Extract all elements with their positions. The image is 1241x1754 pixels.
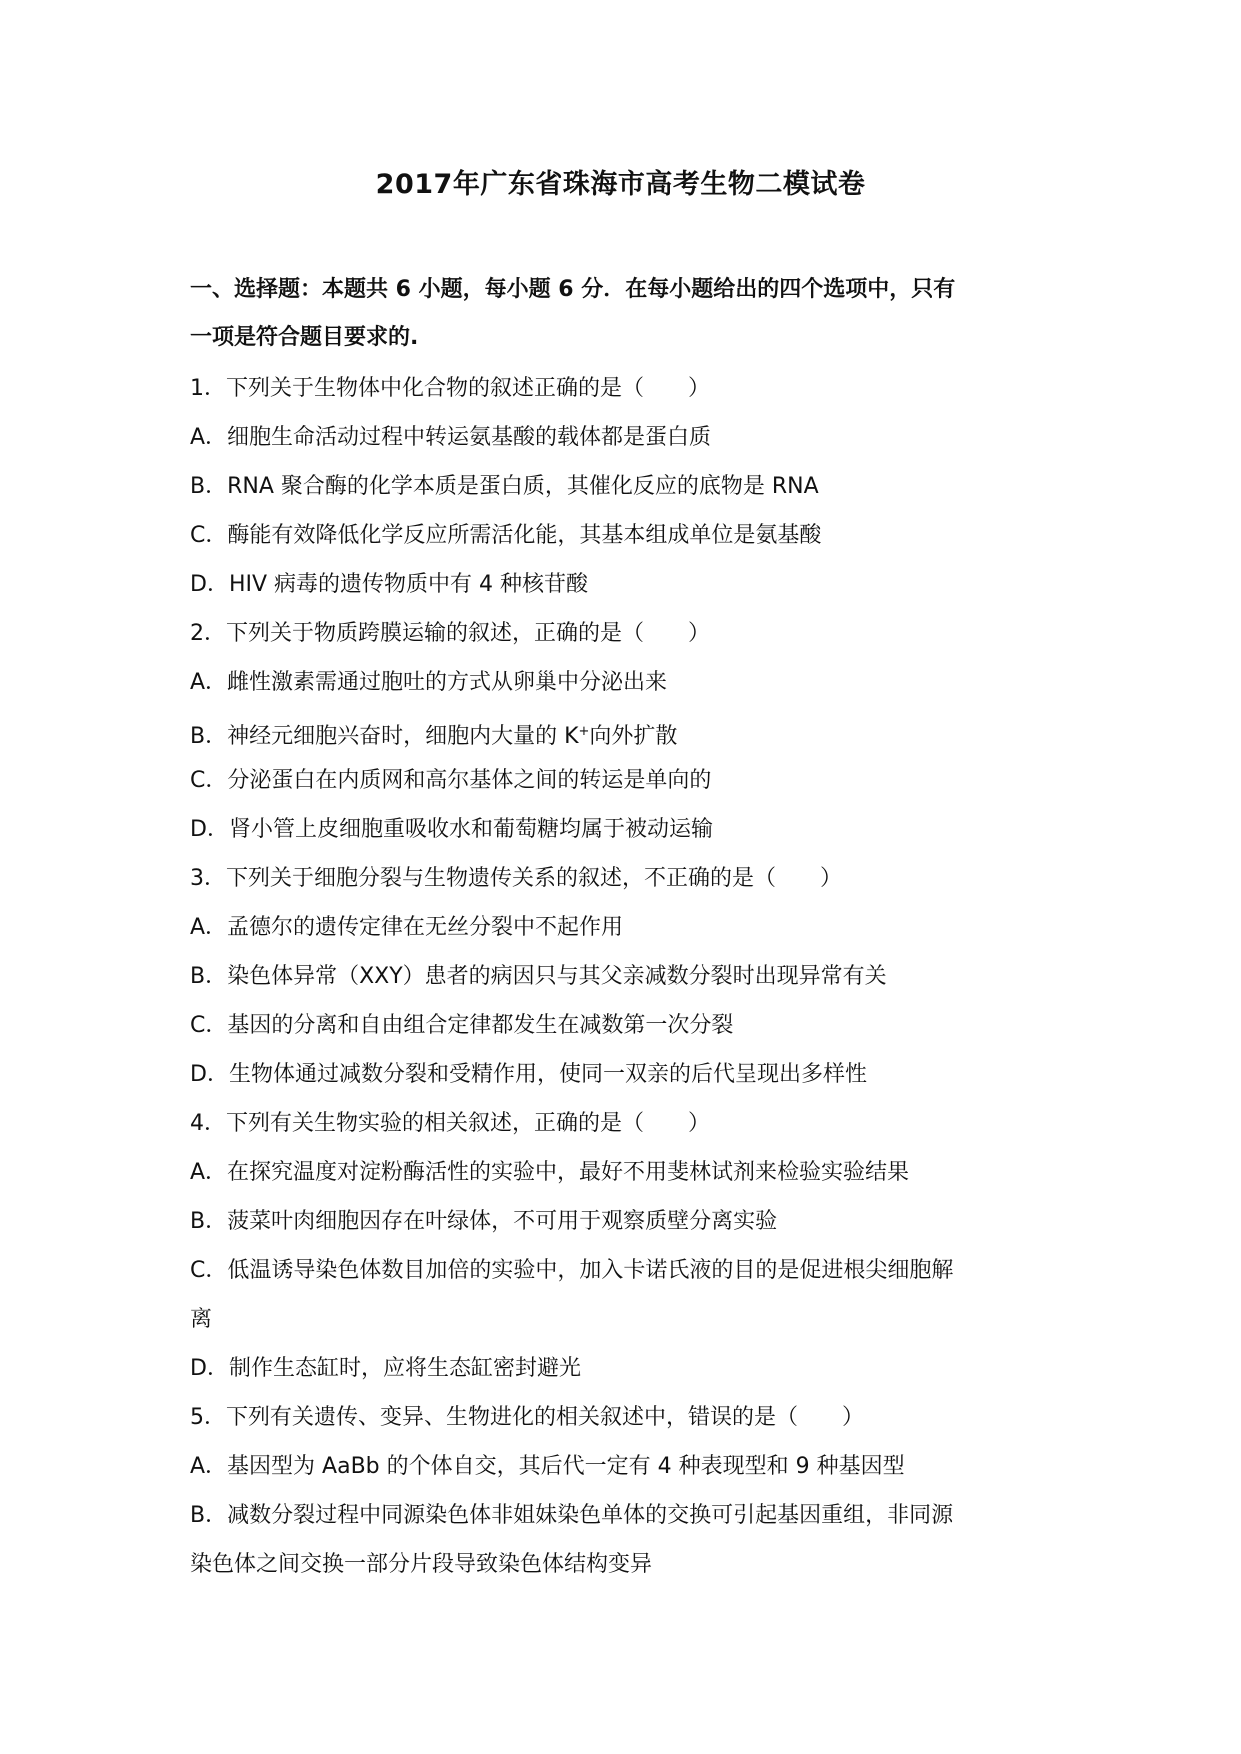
superscript-plus: + bbox=[578, 724, 590, 739]
page-title: 2017年广东省珠海市高考生物二模试卷 bbox=[375, 169, 866, 200]
question-3-option-a: A．孟德尔的遗传定律在无丝分裂中不起作用 bbox=[190, 915, 624, 940]
question-3-option-c: C．基因的分离和自由组合定律都发生在减数第一次分裂 bbox=[190, 1013, 734, 1038]
question-5-option-b: B．减数分裂过程中同源染色体非姐妹染色单体的交换可引起基因重组，非同源 bbox=[190, 1503, 954, 1528]
question-list bbox=[190, 364, 1070, 1589]
question-4-option-c-continued: 离 bbox=[190, 1307, 213, 1332]
question-4-option-b: B．菠菜叶肉细胞因存在叶绿体，不可用于观察质壁分离实验 bbox=[190, 1209, 778, 1234]
question-2-option-b bbox=[190, 707, 1070, 756]
section-heading-line-1: 一、选择题：本题共 6 小题，每小题 6 分．在每小题给出的四个选项中，只有 bbox=[190, 277, 956, 302]
question-3-option-b: B．染色体异常（XXY）患者的病因只与其父亲减数分裂时出现异常有关 bbox=[190, 964, 887, 989]
question-4-option-d: D．制作生态缸时，应将生态缸密封避光 bbox=[190, 1356, 581, 1381]
question-4-option-c: C．低温诱导染色体数目加倍的实验中，加入卡诺氏液的目的是促进根尖细胞解 bbox=[190, 1258, 954, 1283]
question-5-option-b-continued: 染色体之间交换一部分片段导致染色体结构变异 bbox=[190, 1552, 653, 1577]
question-1-stem: 1．下列关于生物体中化合物的叙述正确的是（ ） bbox=[190, 376, 710, 401]
question-1-option-a: A．细胞生命活动过程中转运氨基酸的载体都是蛋白质 bbox=[190, 425, 712, 450]
question-1-option-c: C．酶能有效降低化学反应所需活化能，其基本组成单位是氨基酸 bbox=[190, 523, 822, 548]
option-text-tail: 向外扩散 bbox=[589, 724, 678, 749]
question-4-stem: 4．下列有关生物实验的相关叙述，正确的是（ ） bbox=[190, 1111, 710, 1136]
section-heading-line-2: 一项是符合题目要求的. bbox=[190, 325, 419, 350]
question-5-option-a: A．基因型为 AaBb 的个体自交，其后代一定有 4 种表现型和 9 种基因型 bbox=[190, 1454, 905, 1479]
question-2-stem: 2．下列关于物质跨膜运输的叙述，正确的是（ ） bbox=[190, 621, 710, 646]
question-1-option-b: B．RNA 聚合酶的化学本质是蛋白质，其催化反应的底物是 RNA bbox=[190, 474, 819, 499]
question-3-option-d: D．生物体通过减数分裂和受精作用，使同一双亲的后代呈现出多样性 bbox=[190, 1062, 867, 1087]
question-2-option-a: A．雌性激素需通过胞吐的方式从卵巢中分泌出来 bbox=[190, 670, 668, 695]
question-1-option-d: D．HIV 病毒的遗传物质中有 4 种核苷酸 bbox=[190, 572, 588, 597]
question-2-option-c: C．分泌蛋白在内质网和高尔基体之间的转运是单向的 bbox=[190, 768, 712, 793]
question-3-stem: 3．下列关于细胞分裂与生物遗传关系的叙述，不正确的是（ ） bbox=[190, 866, 842, 891]
option-text: B．神经元细胞兴奋时，细胞内大量的 K bbox=[190, 724, 579, 749]
question-2-option-d: D．肾小管上皮细胞重吸收水和葡萄糖均属于被动运输 bbox=[190, 817, 713, 842]
question-4-option-a: A．在探究温度对淀粉酶活性的实验中，最好不用斐林试剂来检验实验结果 bbox=[190, 1160, 910, 1185]
question-5-stem: 5．下列有关遗传、变异、生物进化的相关叙述中，错误的是（ ） bbox=[190, 1405, 864, 1430]
